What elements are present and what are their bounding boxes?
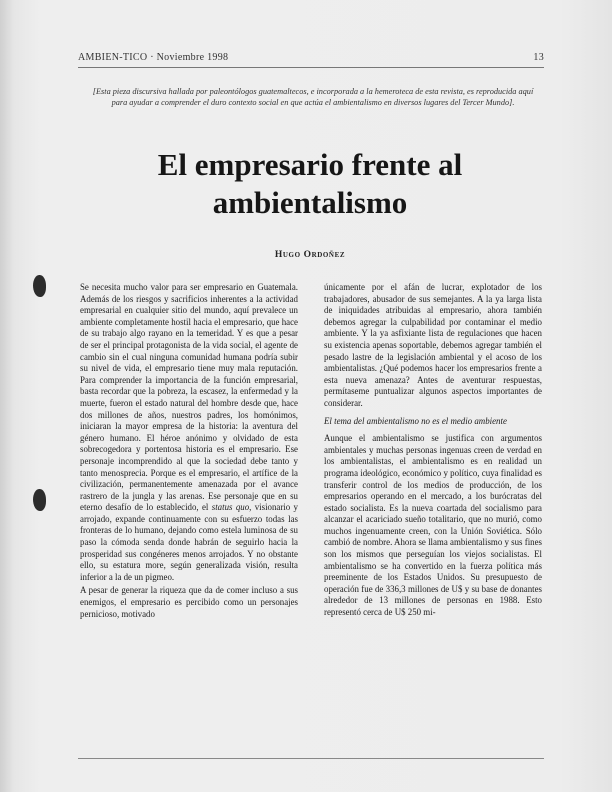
emphasis-text: status quo	[211, 502, 250, 513]
page-number: 13	[533, 52, 544, 63]
binder-hole	[33, 489, 46, 511]
paragraph-text: únicamente por el afán de lucrar, explotador de los trabajadores, abusador de sus semejantes. A la ya larga lista de iniquidades atribuidas al empresario, ahora también debemos agregar la culpabilidad por contaminar el medio ambiente. Y la ya asfixiante lista de regulaciones que hacen su existencia apenas soportable, debemos agregar también el pesado lastre de la legislación ambiental y el acoso de los ambientalistas.	[324, 282, 542, 374]
paragraph-text: Antes de aventurar respuestas, permítaseme puntualizar algunos aspectos importantes de considerar.	[324, 374, 543, 408]
article-title	[80, 146, 540, 222]
footer-divider	[78, 758, 544, 759]
title-line: ambientalismo	[212, 185, 408, 220]
paragraph-text: , visionario y arrojado, expande continuamente con su esfuerzo todas las fronteras de lo humano, dejando como estela luminosa de su paso la cómoda senda donde habrán de seguirlo hacia la prosperidad sus congéneres menos arrojados. Y no obstante ello, su estatura more, según generalizada visión, resulta inferior a la de un pigmeo.	[80, 502, 298, 582]
right-column	[324, 282, 542, 621]
binder-hole	[33, 275, 46, 297]
paragraph: Aunque el ambientalismo se justifica con argumentos ambientales y muchas personas ingenuas creen de verdad en los ambientalistas, el ambientalismo es en realidad un programa ideológico, económico y político, cuya finalidad es transferir control de los medios de producción, de los empresarios operando en el mercado, a los burócratas del estado socialista. Es la nueva coartada del socialismo para alcanzar el acariciado sueño totalitario, que no murió, como muchos ingenuamente creen, con la Unión Soviética. Sólo cambió de nombre. Ahora se llama ambientalismo y sus fines son los mismos que perseguían los viejos socialistas. El ambientalismo se ha convertido en la fuerza política más preeminente de los Estados Unidos. Su presupuesto de operación fue de 336,3 millones de U$ y su base de donantes alrededor de 13 millones de personas en 1988. Esto representó cerca de U$ 250 mi-	[324, 433, 542, 618]
paragraph	[80, 282, 298, 583]
running-header	[78, 52, 544, 63]
editor-note: [Esta pieza discursiva hallada por paleontólogos guatemaltecos, e incorporada a la hemeroteca de esta revista, es reproducida aquí para ayudar a comprender el duro contexto social en que actúa el ambientalismo en diversos lugares del Tercer Mundo].	[92, 87, 534, 107]
magazine-issue: AMBIEN-TICO · Noviembre 1998	[78, 52, 229, 63]
section-subheading: El tema del ambientalismo no es el medio ambiente	[324, 415, 507, 426]
left-column	[80, 282, 298, 622]
paragraph-text: ¿Qué podemos hacer los empresarios frente a esta nueva amenaza?	[324, 363, 542, 385]
paragraph-text: Se necesita mucho valor para ser empresario en Guatemala. Además de los riesgos y sacrificios inherentes a la actividad empresarial en cualquier sitio del mundo, aquí prevalece un ambiente completamente hostil hacia el empresario, que hace de su trabajo algo rayano en la temeridad. Y es que a pesar de ser el principal protagonista de la vida social, el agente de cambio sin el cual ninguna comunidad humana podría subir su nivel de vida, el empresario tiene muy mala reputación. Para comprender la importancia de la función empresarial, basta recordar que la pobreza, la escasez, la enfermedad y la muerte, fueron el estado natural del hombre desde que, hace dos millones de años, nuestros padres, los homónimos, iniciaran la mayor empresa de la historia: la aventura del género humano. El héroe anónimo y olvidado de esta sobrecogedora y portentosa historia es el empresario. Ese personaje incomprendido al que la sociedad debe tanto y tanto menosprecia. Porque es el empresario, el artífice de la civilización, permanentemente amenazada por el avance rastrero de la jungla y las arenas. Ese personaje que en su eterno desafío de lo establecido, el	[80, 282, 298, 513]
paragraph: A pesar de generar la riqueza que da de comer incluso a sus enemigos, el empresario es percibido como un personajes pernicioso, motivado	[80, 585, 298, 619]
author-byline: Hugo Ordoñez	[274, 250, 346, 260]
paragraph	[324, 282, 542, 410]
title-line: El empresario frente al	[157, 147, 463, 182]
header-divider	[78, 67, 544, 68]
